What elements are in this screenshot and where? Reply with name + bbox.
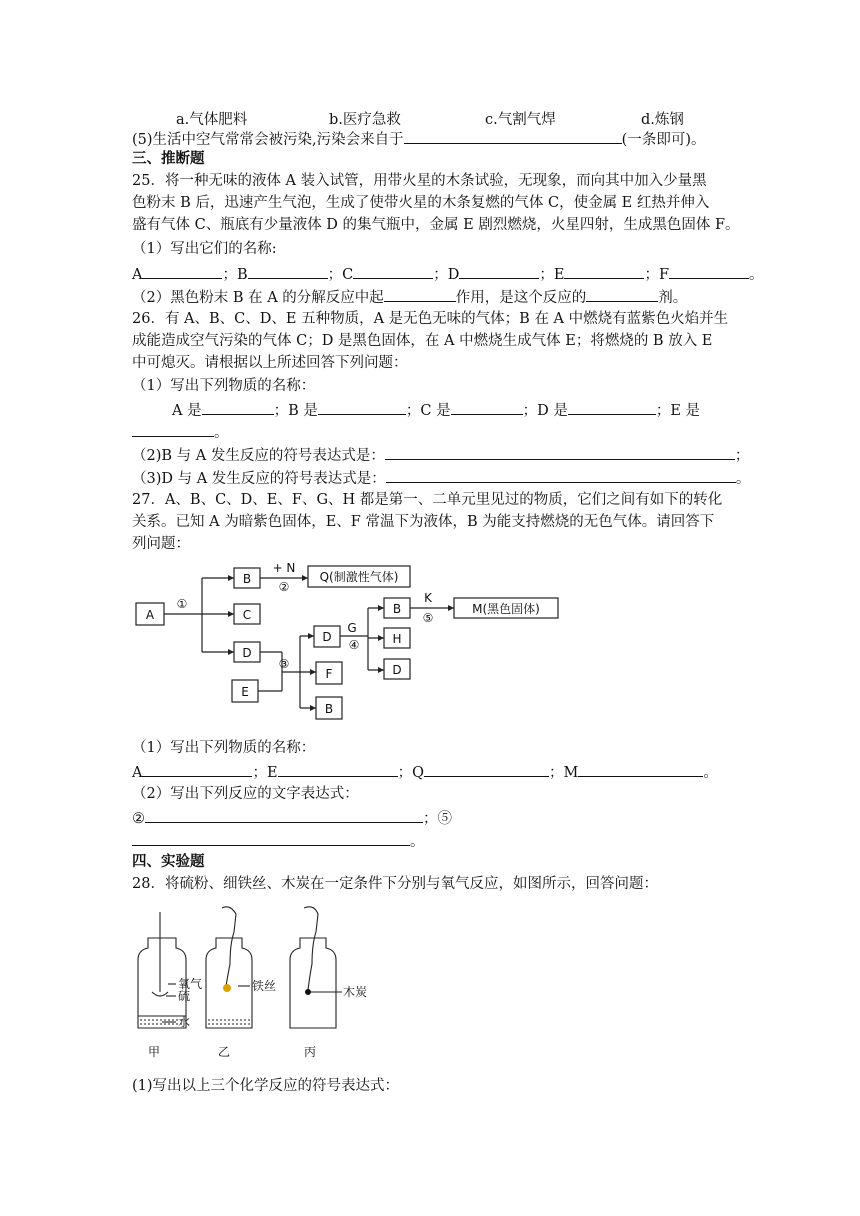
label-b3: B <box>324 702 334 716</box>
q27-sub2: （2）写出下列反应的文字表达式： <box>132 786 359 802</box>
q25-names: A ；B ；C ；D ；E ；F 。 <box>132 263 764 285</box>
q26-sub1: （1）写出下列物质的名称： <box>132 378 316 394</box>
section4-title: 四、实验题 <box>132 854 205 870</box>
charcoal-dot <box>305 989 311 995</box>
label-e: E <box>241 685 249 699</box>
section3-title: 三、推断题 <box>132 151 205 167</box>
label-k: K <box>424 591 432 605</box>
q27-reactions: ② ；⑤ <box>132 807 452 829</box>
label-c2: ② <box>278 580 290 594</box>
answer-blank[interactable] <box>142 263 222 279</box>
option-a: a.气体肥料 <box>176 112 248 128</box>
q26-line3: 中可熄灭。请根据以上所述回答下列问题： <box>132 355 408 371</box>
answer-blank[interactable] <box>384 286 456 302</box>
q24-part5: (5)生活中空气常常会被污染,污染会来自于 (一条即可)。 <box>132 128 705 150</box>
iron-wire <box>222 907 236 986</box>
answer-blank[interactable] <box>142 761 252 777</box>
caption-jia: 甲 <box>148 1045 161 1059</box>
q25-line3: 盛有气体 C、瓶底有少量液体 D 的集气瓶中，金属 E 剧烈燃烧，火星四射，生成黑色固体 F。 <box>132 217 740 233</box>
spark-dot <box>223 984 231 992</box>
answer-blank[interactable] <box>132 830 410 846</box>
label-f: F <box>325 667 333 681</box>
option-c: c.气割气焊 <box>485 112 556 128</box>
label-c4: ④ <box>348 638 360 652</box>
answer-blank[interactable] <box>318 399 406 415</box>
answer-blank[interactable] <box>278 761 398 777</box>
answer-blank[interactable] <box>404 128 622 144</box>
answer-blank[interactable] <box>564 263 644 279</box>
label-m: M(黑色固体) <box>472 602 540 616</box>
q28-sub1: (1)写出以上三个化学反应的符号表达式： <box>132 1078 400 1094</box>
caption-yi: 乙 <box>218 1045 231 1059</box>
experiment-figure <box>126 904 386 1064</box>
label-sulfur: 硫 <box>178 989 191 1003</box>
q25-line2: 色粉末 B 后，迅速产生气泡，生成了使带火星的木条复燃的气体 C，使金属 E 红热并伸入 <box>132 195 710 211</box>
answer-blank[interactable] <box>459 263 539 279</box>
q27-reaction5: 。 <box>132 830 425 852</box>
q24-options <box>176 108 736 128</box>
q26-line1: 26．有 A、B、C、D、E 五种物质，A 是无色无味的气体；B 在 A 中燃烧有蓝紫色火焰并生 <box>132 311 729 327</box>
answer-blank[interactable] <box>145 807 423 823</box>
q25-line1: 25．将一种无味的液体 A 装入试管，用带火星的木条试验，无现象，而向其中加入少量黑 <box>132 173 707 189</box>
q28-line1: 28．将硫粉、细铁丝、木炭在一定条件下分别与氧气反应，如图所示，回答问题： <box>132 876 658 892</box>
label-c5: ⑤ <box>422 611 434 625</box>
q26-names-end: 。 <box>132 421 229 443</box>
label-b1: B <box>242 572 252 586</box>
answer-blank[interactable] <box>248 263 328 279</box>
q26-sub2: （2)B 与 A 发生反应的符号表达式是： ； <box>132 444 749 466</box>
label-b2: B <box>392 602 402 616</box>
q25-sub1: （1）写出它们的名称: <box>132 241 277 257</box>
label-oxygen: 氧气 <box>178 977 203 991</box>
label-d2: D <box>322 630 332 644</box>
label-charcoal: 木炭 <box>343 985 368 999</box>
label-c: C <box>242 608 252 622</box>
q26-sub3: （3)D 与 A 发生反应的符号表达式是： 。 <box>132 467 750 489</box>
q27-line3: 列问题： <box>132 536 190 552</box>
label-water: 水 <box>178 1015 191 1029</box>
jar-yi <box>206 938 252 1028</box>
label-g: G <box>347 621 357 635</box>
answer-blank[interactable] <box>586 286 658 302</box>
label-c1: ① <box>176 597 188 611</box>
q25-sub2: （2）黑色粉末 B 在 A 的分解反应中起 作用，是这个反应的 剂。 <box>132 286 687 308</box>
q27-line2: 关系。已知 A 为暗紫色固体，E、F 常温下为液体，B 为能支持燃烧的无色气体。请回答下 <box>132 514 715 530</box>
label-d1: D <box>242 646 252 660</box>
option-d: d.炼钢 <box>641 112 684 128</box>
answer-blank[interactable] <box>568 399 656 415</box>
answer-blank[interactable] <box>202 399 274 415</box>
answer-blank[interactable] <box>132 421 214 437</box>
q27-sub1: （1）写出下列物质的名称： <box>132 740 316 756</box>
answer-blank[interactable] <box>353 263 433 279</box>
answer-blank[interactable] <box>669 263 749 279</box>
answer-blank[interactable] <box>578 761 703 777</box>
q27-line1: 27．A、B、C、D、E、F、G、H 都是第一、二单元里见过的物质，它们之间有如下的转化 <box>132 492 723 508</box>
conversion-diagram <box>130 560 570 730</box>
q26-line2: 成能造成空气污染的气体 C；D 是黑色固体，在 A 中燃烧生成气体 E；将燃烧的 B 放入 E <box>132 333 713 349</box>
q26-names: A 是 ；B 是 ；C 是 ；D 是 ；E 是 <box>172 399 700 421</box>
answer-blank[interactable] <box>386 467 736 483</box>
answer-blank[interactable] <box>385 444 735 460</box>
label-iron: 铁丝 <box>252 979 277 993</box>
label-plus-n: + N <box>272 561 296 575</box>
caption-bing: 丙 <box>304 1045 317 1059</box>
label-c3: ③ <box>278 657 290 671</box>
spoon-bowl <box>152 992 168 996</box>
option-b: b.医疗急救 <box>329 112 401 128</box>
label-d3: D <box>392 663 402 677</box>
q27-names: A ；E ；Q ；M 。 <box>132 761 718 783</box>
answer-blank[interactable] <box>451 399 523 415</box>
charcoal-holder <box>304 907 318 990</box>
answer-blank[interactable] <box>424 761 549 777</box>
label-a: A <box>145 608 155 622</box>
label-h: H <box>392 632 402 646</box>
label-q: Q(制激性气体) <box>319 570 399 584</box>
